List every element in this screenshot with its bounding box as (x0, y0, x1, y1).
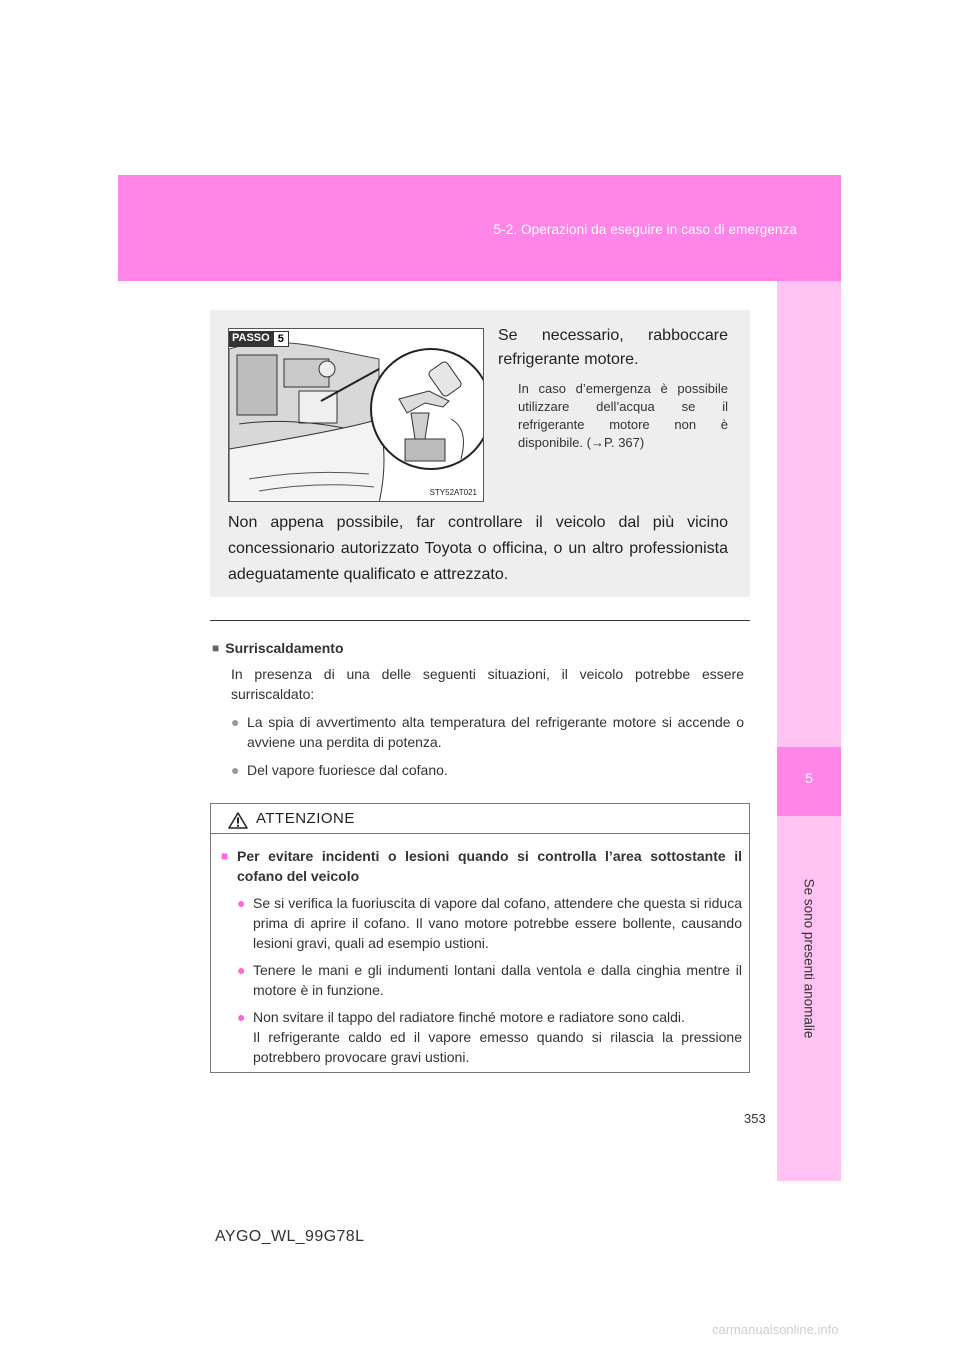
list-item (237, 1007, 742, 1067)
step-number: 5 (273, 331, 289, 347)
divider (210, 620, 750, 621)
section-heading (212, 638, 744, 658)
document-code: AYGO_WL_99G78L (215, 1228, 365, 1245)
step-box (210, 310, 750, 597)
square-bullet-icon: ■ (221, 849, 229, 863)
watermark: carmanualsonline.info (712, 1322, 839, 1337)
engine-illustration (228, 328, 484, 502)
engine-bay-drawing (229, 329, 484, 502)
chapter-title: Se sono presenti anomalie (801, 878, 817, 1038)
list-item (231, 760, 744, 780)
circle-bullet-icon: ● (231, 762, 240, 778)
circle-bullet-icon: ● (231, 714, 240, 730)
circle-bullet-icon: ● (237, 1009, 246, 1025)
step-note: In caso d’emergenza è possibile utilizzare dell’acqua se il refrigerante motore non è disponibile. (→P. 367) (518, 381, 728, 450)
chapter-number: 5 (805, 770, 813, 786)
list-item-text: Non svitare il tappo del radiatore finché motore e radiatore sono caldi. (253, 1009, 685, 1025)
figure-code: STY52AT021 (429, 488, 477, 497)
step-tag (229, 331, 289, 347)
header-band (118, 175, 841, 281)
list-item (231, 712, 744, 752)
step-label: PASSO (229, 331, 273, 347)
circle-bullet-icon: ● (237, 895, 246, 911)
list-item-text-wrap (253, 1007, 742, 1067)
warning-title: ATTENZIONE (256, 810, 355, 827)
overheating-section (212, 638, 744, 780)
heading-text: Surriscaldamento (225, 640, 344, 656)
step-closing: Non appena possibile, far controllare il veicolo dal più vicino concessionario autorizzato Toyota o officina, o un altro professionista adeguatamente qualificato e attrezzato. (228, 514, 728, 583)
warning-header (211, 804, 749, 834)
step-instruction: Se necessario, rabboccare refrigerante motore. (498, 327, 728, 368)
circle-bullet-icon: ● (237, 962, 246, 978)
warning-box (210, 803, 750, 1073)
list-item (237, 893, 742, 953)
warning-triangle-icon (228, 812, 248, 829)
list-item-text: Se si verifica la fuoriuscita di vapore dal cofano, attendere che questa si riduca prima di aprire il cofano. Il vano motore potrebbe essere bollente, causando lesioni gravi, quali ad esempio ustioni. (253, 895, 742, 951)
warning-body (211, 834, 749, 1067)
warning-heading-text: Per evitare incidenti o lesioni quando si controlla l’area sottostante il cofano del veicolo (237, 848, 742, 884)
list-item-continuation: Il refrigerante caldo ed il vapore emesso quando si rilascia la pressione potrebbero provocare gravi ustioni. (253, 1029, 742, 1065)
square-bullet-icon: ■ (212, 641, 220, 655)
page-number: 353 (744, 1111, 766, 1126)
section-title: 5-2. Operazioni da eseguire in caso di emergenza (493, 222, 797, 237)
section-intro: In presenza di una delle seguenti situazioni, il veicolo potrebbe essere surriscaldato: (231, 666, 744, 702)
chapter-title-wrap (777, 828, 841, 1088)
list-item (237, 960, 742, 1000)
list-item-text: Tenere le mani e gli indumenti lontani dalla ventola e dalla cinghia mentre il motore è in funzione. (253, 962, 742, 998)
warning-heading (221, 846, 742, 886)
list-item-text: Del vapore fuoriesce dal cofano. (247, 762, 448, 778)
list-item-text: La spia di avvertimento alta temperatura del refrigerante motore si accende o avviene una perdita di potenza. (247, 714, 744, 750)
